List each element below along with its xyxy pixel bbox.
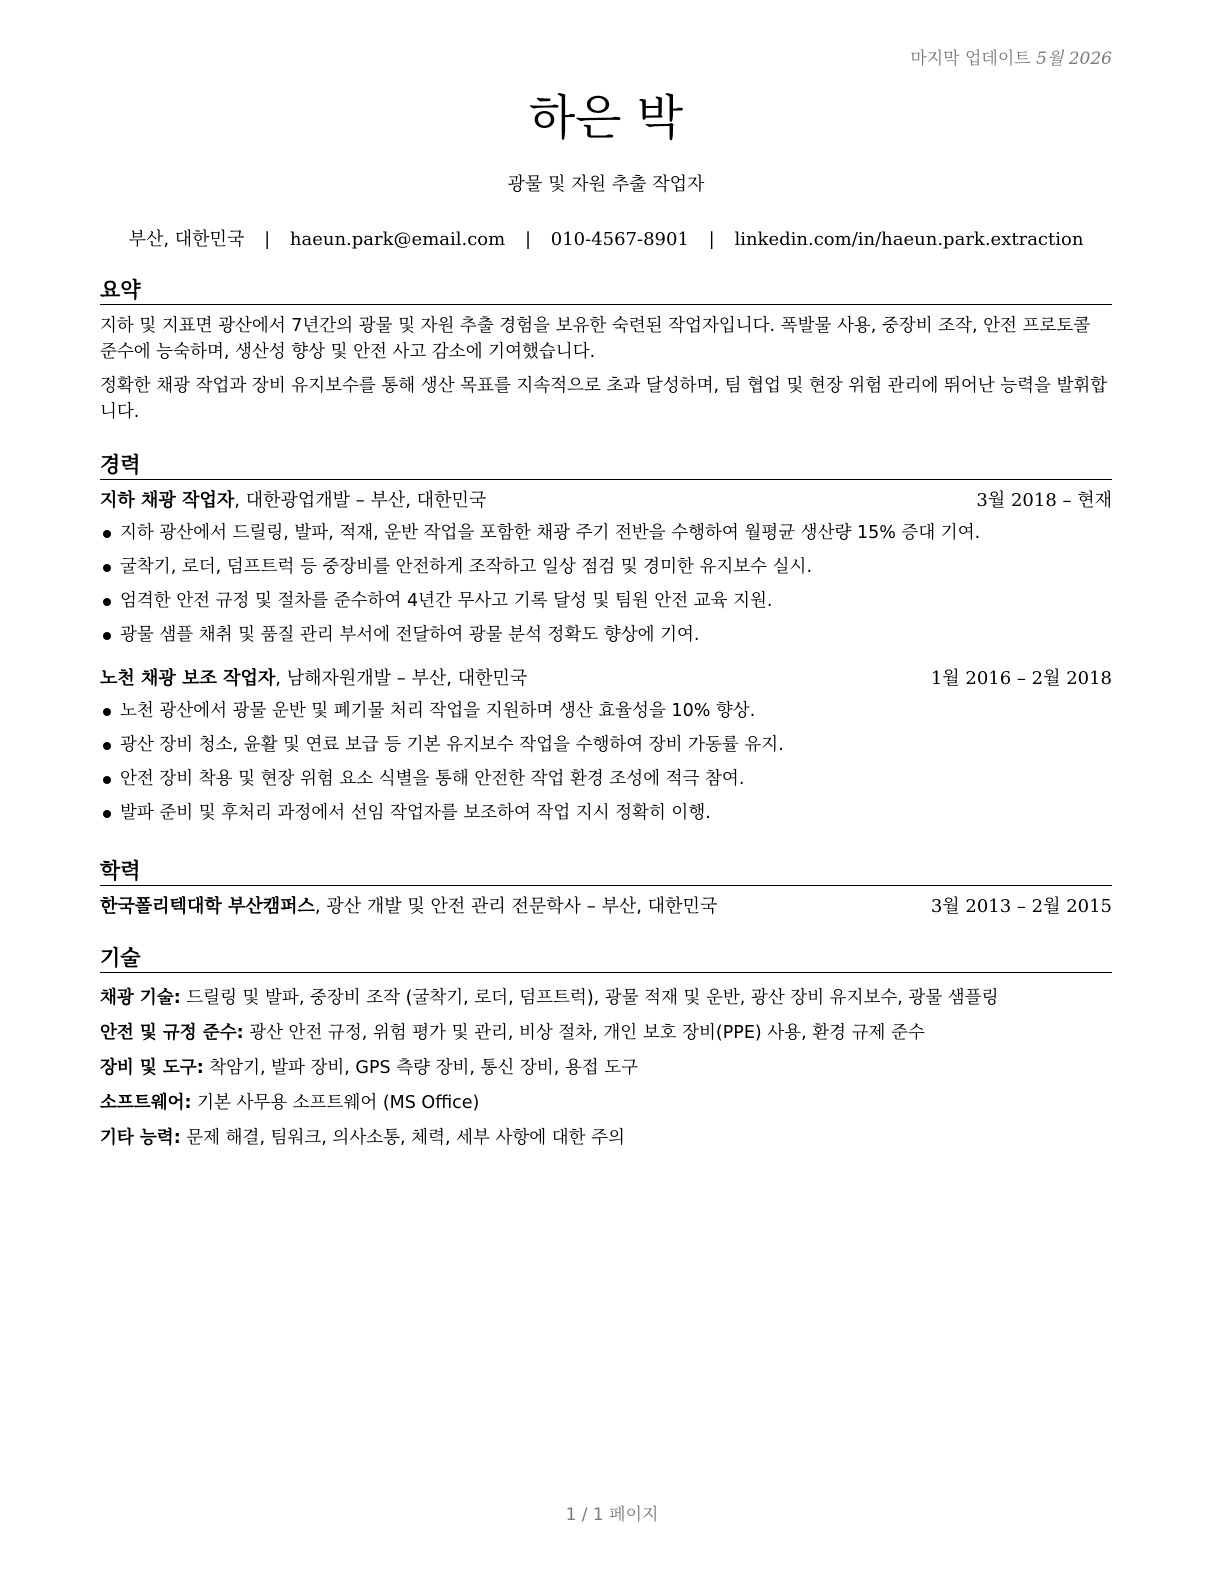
contact-linkedin[interactable]: linkedin.com/in/haeun.park.extraction: [734, 229, 1084, 250]
experience-section: [100, 451, 1112, 830]
last-updated-date: 5월 2026: [1036, 49, 1112, 69]
job-org: , 대한광업개발 – 부산, 대한민국: [234, 490, 487, 511]
summary-paragraph: 지하 및 지표면 광산에서 7년간의 광물 및 자원 추출 경험을 보유한 숙련된 작업자입니다. 폭발물 사용, 중장비 조작, 안전 프로토콜 준수에 능숙하며, 생산성 향상 및 안전 사고 감소에 기여했습니다.: [100, 316, 1091, 362]
skill-value: 드릴링 및 발파, 중장비 조작 (굴착기, 로더, 덤프트럭), 광물 적재 및 운반, 광산 장비 유지보수, 광물 샘플링: [180, 988, 999, 1008]
experience-heading: 경력: [100, 451, 1112, 480]
skill-line: [100, 1051, 1112, 1086]
skill-value: 착암기, 발파 장비, GPS 측량 장비, 통신 장비, 용접 도구: [203, 1058, 639, 1078]
page-number: 1 / 1 페이지: [565, 1505, 659, 1525]
summary-heading: 요약: [100, 276, 1112, 305]
skill-line: [100, 1016, 1112, 1051]
skill-label: 소프트웨어:: [100, 1093, 192, 1113]
skill-line: [100, 1086, 1112, 1121]
contact-location: 부산, 대한민국: [128, 229, 245, 250]
education-dates: 3월 2013 – 2월 2015: [930, 896, 1112, 917]
skill-value: 기본 사무용 소프트웨어 (MS Office): [191, 1093, 480, 1113]
job-bullet: 노천 광산에서 광물 운반 및 폐기물 처리 작업을 지원하며 생산 효율성을 10% 향상.: [100, 694, 1112, 728]
summary-paragraph: 정확한 채광 작업과 장비 유지보수를 통해 생산 목표를 지속적으로 초과 달성하며, 팀 협업 및 현장 위험 관리에 뛰어난 능력을 발휘합니다.: [100, 376, 1108, 422]
candidate-name: 하은 박: [528, 90, 684, 146]
job-bullet: 엄격한 안전 규정 및 절차를 준수하여 4년간 무사고 기록 달성 및 팀원 안전 교육 지원.: [100, 584, 1112, 618]
contact-email[interactable]: haeun.park@email.com: [289, 229, 506, 250]
job-bullet: 광산 장비 청소, 윤활 및 연료 보급 등 기본 유지보수 작업을 수행하여 장비 가동률 유지.: [100, 728, 1112, 762]
job-role: 지하 채광 작업자: [100, 490, 235, 511]
job-bullet: 지하 광산에서 드릴링, 발파, 적재, 운반 작업을 포함한 채광 주기 전반을 수행하여 월평균 생산량 15% 증대 기여.: [100, 516, 1112, 550]
candidate-title: 광물 및 자원 추출 작업자: [507, 174, 705, 195]
skill-line: [100, 1121, 1112, 1156]
last-updated-prefix: 마지막 업데이트: [910, 49, 1031, 69]
contact-phone[interactable]: 010-4567-8901: [550, 229, 689, 250]
contact-separator: |: [524, 229, 532, 250]
job-bullet: 발파 준비 및 후처리 과정에서 선임 작업자를 보조하여 작업 지시 정확히 이행.: [100, 796, 1112, 830]
last-updated: [910, 44, 1112, 69]
skill-value: 광산 안전 규정, 위험 평가 및 관리, 비상 절차, 개인 보호 장비(PPE) 사용, 환경 규제 준수: [243, 1023, 925, 1043]
job-bullets: [100, 516, 1112, 652]
job-role: 노천 채광 보조 작업자: [100, 668, 276, 689]
skill-line: [100, 981, 1112, 1016]
education-section: [100, 857, 1112, 920]
education-detail: , 광산 개발 및 안전 관리 전문학사 – 부산, 대한민국: [314, 896, 718, 917]
contact-line: [100, 225, 1112, 251]
education-school: 한국폴리텍대학 부산캠퍼스: [100, 896, 315, 917]
job-entry: [100, 488, 1112, 652]
resume-page: [100, 0, 1112, 1584]
job-bullets: [100, 694, 1112, 830]
education-heading: 학력: [100, 857, 1112, 886]
skills-heading: 기술: [100, 944, 1112, 973]
skill-value: 문제 해결, 팀워크, 의사소통, 체력, 세부 사항에 대한 주의: [180, 1128, 625, 1148]
education-entry: [100, 894, 1112, 920]
job-bullet: 굴착기, 로더, 덤프트럭 등 중장비를 안전하게 조작하고 일상 점검 및 경미한 유지보수 실시.: [100, 550, 1112, 584]
contact-separator: |: [264, 229, 271, 250]
skill-label: 안전 및 규정 준수:: [100, 1023, 244, 1043]
job-org: , 남해자원개발 – 부산, 대한민국: [275, 668, 528, 689]
job-entry: [100, 666, 1112, 830]
job-dates: 1월 2016 – 2월 2018: [930, 668, 1112, 689]
contact-separator: |: [708, 229, 715, 250]
job-bullet: 광물 샘플 채취 및 품질 관리 부서에 전달하여 광물 분석 정확도 향상에 기여.: [100, 618, 1112, 652]
job-bullet: 안전 장비 착용 및 현장 위험 요소 식별을 통해 안전한 작업 환경 조성에 적극 참여.: [100, 762, 1112, 796]
skills-section: [100, 944, 1112, 1156]
job-header: [100, 666, 1112, 692]
job-dates: 3월 2018 – 현재: [976, 490, 1112, 511]
job-header: [100, 488, 1112, 514]
summary-section: [100, 276, 1112, 433]
skill-label: 기타 능력:: [100, 1128, 181, 1148]
skill-label: 채광 기술:: [100, 988, 181, 1008]
skill-label: 장비 및 도구:: [100, 1058, 204, 1078]
